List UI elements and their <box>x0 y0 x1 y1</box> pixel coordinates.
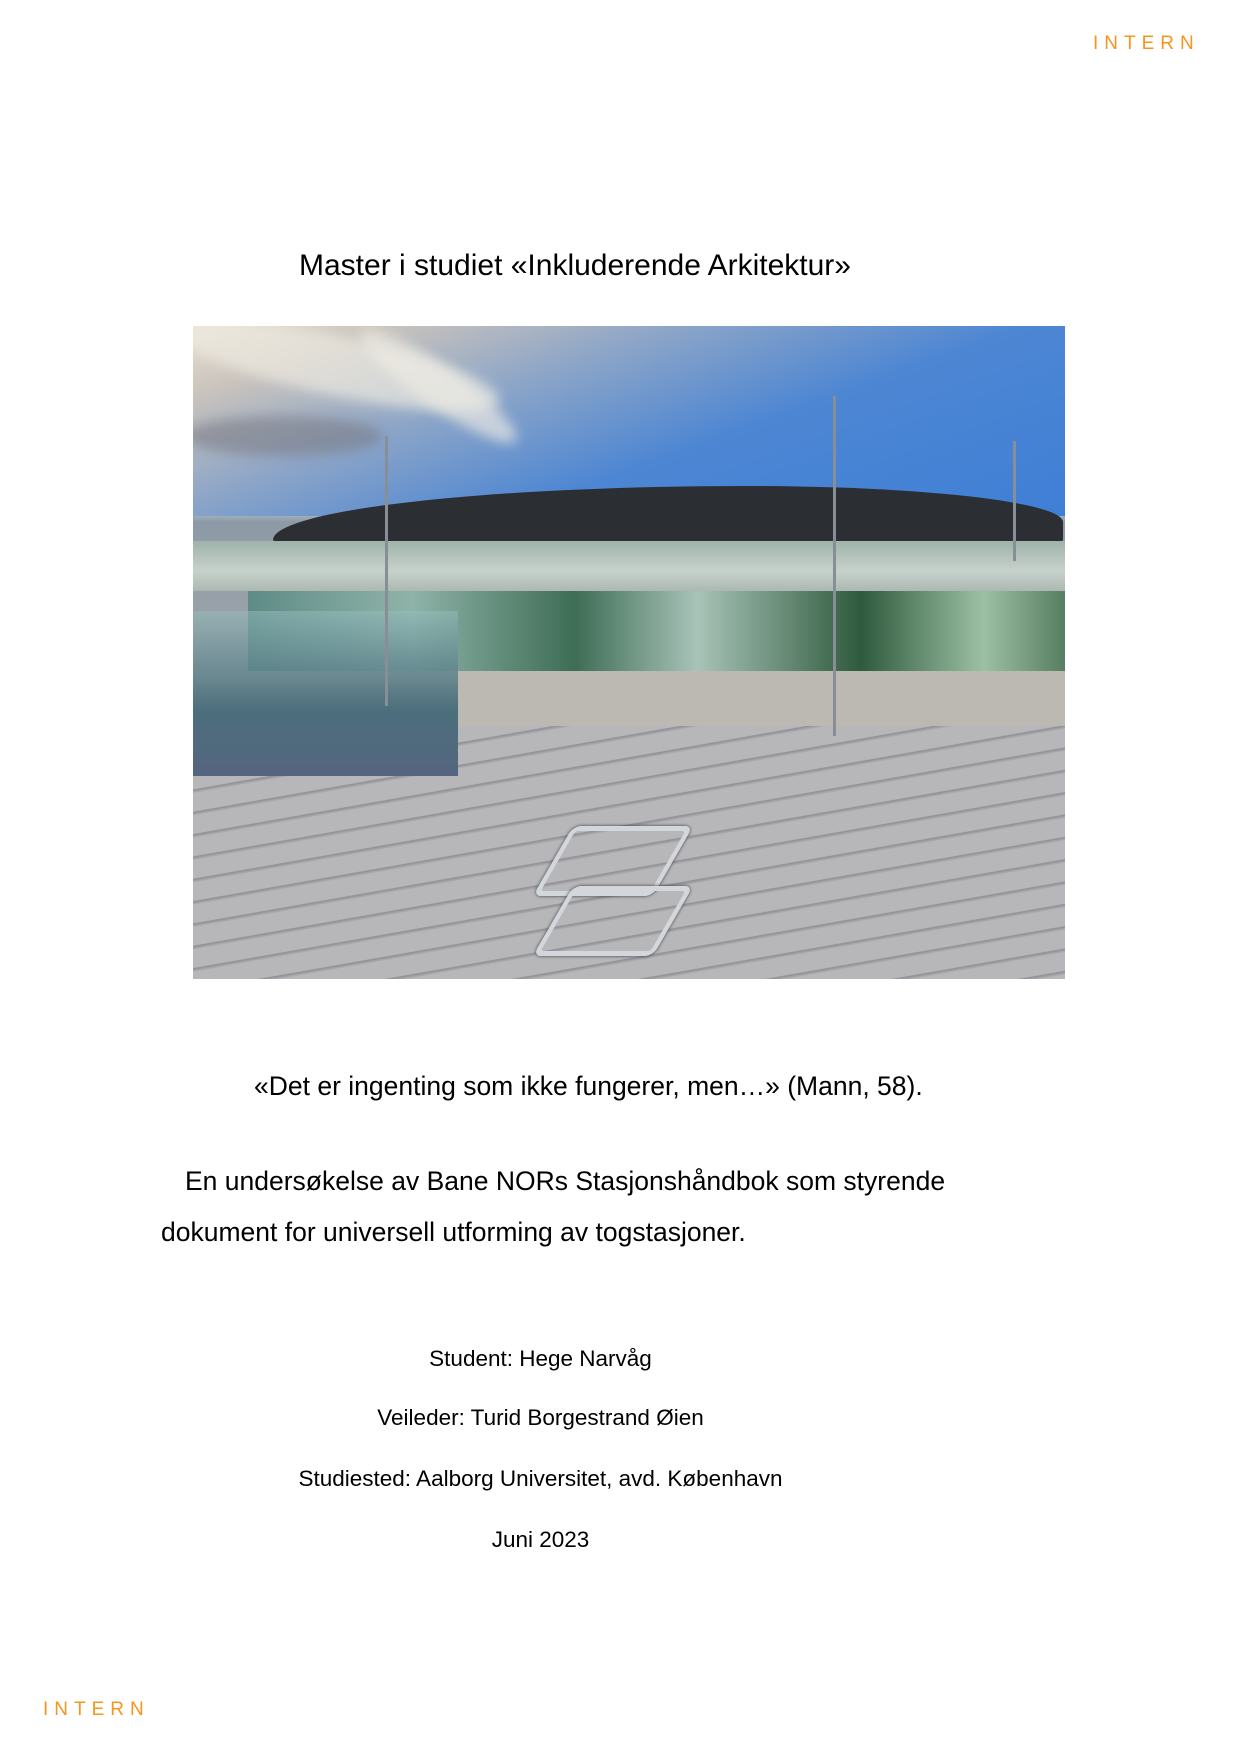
subtitle-line-2: dokument for universell utforming av togstasjoner. <box>161 1217 746 1247</box>
student-name: Student: Hege Narvåg <box>429 1346 652 1371</box>
photo-lamp-post <box>1013 441 1016 561</box>
epigraph-quote: «Det er ingenting som ikke fungerer, men…» (Mann, 58). <box>254 1071 923 1101</box>
photo-lamp-post <box>385 436 388 706</box>
document-title: Master i studiet «Inkluderende Arkitektur» <box>299 249 851 282</box>
supervisor-name: Veileder: Turid Borgestrand Øien <box>377 1405 704 1430</box>
classification-label-bottom: INTERN <box>43 1699 150 1720</box>
classification-label-top: INTERN <box>1093 33 1200 54</box>
cover-photo <box>193 326 1065 979</box>
study-place: Studiested: Aalborg Universitet, avd. København <box>298 1466 783 1491</box>
photo-lamp-post <box>833 396 836 736</box>
submission-date: Juni 2023 <box>491 1527 590 1552</box>
subtitle-line-1: En undersøkelse av Bane NORs Stasjonshåndbok som styrende <box>185 1166 946 1196</box>
photo-bridge <box>193 541 1065 591</box>
photo-glass-railing <box>193 611 458 776</box>
